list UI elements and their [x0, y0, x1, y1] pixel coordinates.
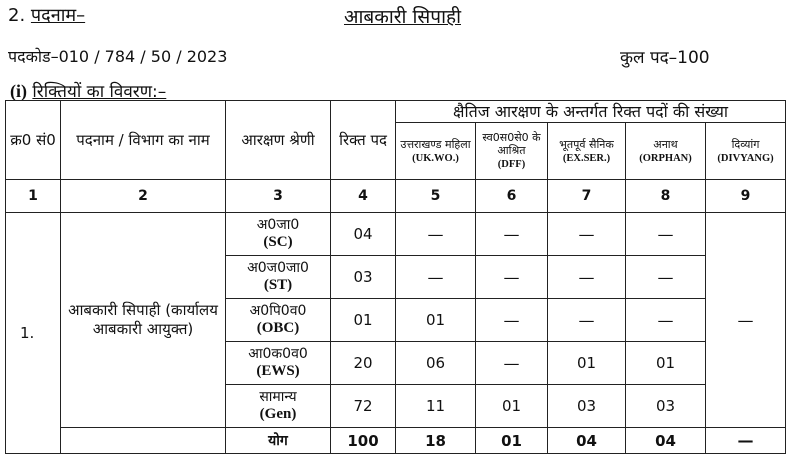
header-row-1 [6, 101, 786, 123]
header-exser: भूतपूर्व सैनिक (EX.SER.) [548, 123, 626, 180]
column-number: 8 [626, 180, 706, 213]
exser-cell: — [548, 299, 626, 342]
ukwo-cell: — [396, 213, 476, 256]
header-category: आरक्षण श्रेणी [226, 101, 331, 180]
ukwo-cell: 11 [396, 385, 476, 428]
total-divyang: — [706, 428, 786, 454]
orphan-cell: 01 [626, 342, 706, 385]
category-cell: अ0ज0जा0 (ST) [226, 256, 331, 299]
header-dff: स्व0स0से0 के आश्रित (DFF) [476, 123, 548, 180]
exser-cell: — [548, 213, 626, 256]
category-cell: अ0जा0 (SC) [226, 213, 331, 256]
column-number: 3 [226, 180, 331, 213]
total-dff: 01 [476, 428, 548, 454]
subsection-number: (i) [10, 81, 27, 101]
total-label: योग [226, 428, 331, 454]
vacant-cell: 72 [331, 385, 396, 428]
total-exser: 04 [548, 428, 626, 454]
header-divyang: दिव्यांग (DIVYANG) [706, 123, 786, 180]
header-post-dept: पदनाम / विभाग का नाम [61, 101, 226, 180]
orphan-cell: — [626, 256, 706, 299]
vacant-cell: 20 [331, 342, 396, 385]
column-number: 1 [6, 180, 61, 213]
header-sno: क्र0 सं0 [6, 101, 61, 180]
exser-cell: — [548, 256, 626, 299]
vacancy-details-heading [10, 79, 166, 102]
exser-cell: 03 [548, 385, 626, 428]
subsection-label: रिक्तियों का विवरण:– [32, 82, 167, 102]
column-number: 9 [706, 180, 786, 213]
total-orphan: 04 [626, 428, 706, 454]
column-number: 4 [331, 180, 396, 213]
post-name: आबकारी सिपाही (कार्यालय आबकारी आयुक्त) [61, 213, 226, 428]
vacant-cell: 04 [331, 213, 396, 256]
post-code: पदकोड–010 / 784 / 50 / 2023 [8, 47, 228, 66]
ukwo-cell: 01 [396, 299, 476, 342]
vacant-cell: 01 [331, 299, 396, 342]
orphan-cell: — [626, 299, 706, 342]
category-cell: अ0पि0व0 (OBC) [226, 299, 331, 342]
dff-cell: 01 [476, 385, 548, 428]
ukwo-cell: — [396, 256, 476, 299]
exser-cell: 01 [548, 342, 626, 385]
category-cell: आ0क0व0 (EWS) [226, 342, 331, 385]
vacancy-table [5, 100, 786, 454]
ukwo-cell: 06 [396, 342, 476, 385]
category-cell: सामान्य (Gen) [226, 385, 331, 428]
total-posts: कुल पद–100 [620, 48, 710, 68]
header-ukwo: उत्तराखण्ड महिला (UK.WO.) [396, 123, 476, 180]
header-horizontal-reservation: क्षैतिज आरक्षण के अन्तर्गत रिक्त पदों की संख्या [396, 101, 786, 123]
table-row [6, 213, 786, 256]
section-heading [8, 3, 85, 27]
column-number: 2 [61, 180, 226, 213]
total-row-blank [61, 428, 226, 454]
header-orphan: अनाथ (ORPHAN) [626, 123, 706, 180]
column-number: 7 [548, 180, 626, 213]
column-number: 5 [396, 180, 476, 213]
header-vacant: रिक्त पद [331, 101, 396, 180]
total-vacant: 100 [331, 428, 396, 454]
dff-cell: — [476, 299, 548, 342]
vacant-cell: 03 [331, 256, 396, 299]
section-label: पदनाम– [30, 5, 86, 26]
dff-cell: — [476, 213, 548, 256]
dff-cell: — [476, 256, 548, 299]
orphan-cell: — [626, 213, 706, 256]
serial-number: 1. [6, 213, 61, 454]
section-number: 2. [8, 5, 26, 26]
orphan-cell: 03 [626, 385, 706, 428]
total-row [6, 428, 786, 454]
column-number-row [6, 180, 786, 213]
total-ukwo: 18 [396, 428, 476, 454]
column-number: 6 [476, 180, 548, 213]
dff-cell: — [476, 342, 548, 385]
divyang-cell: — [706, 213, 786, 428]
post-title: आबकारी सिपाही [344, 6, 461, 28]
